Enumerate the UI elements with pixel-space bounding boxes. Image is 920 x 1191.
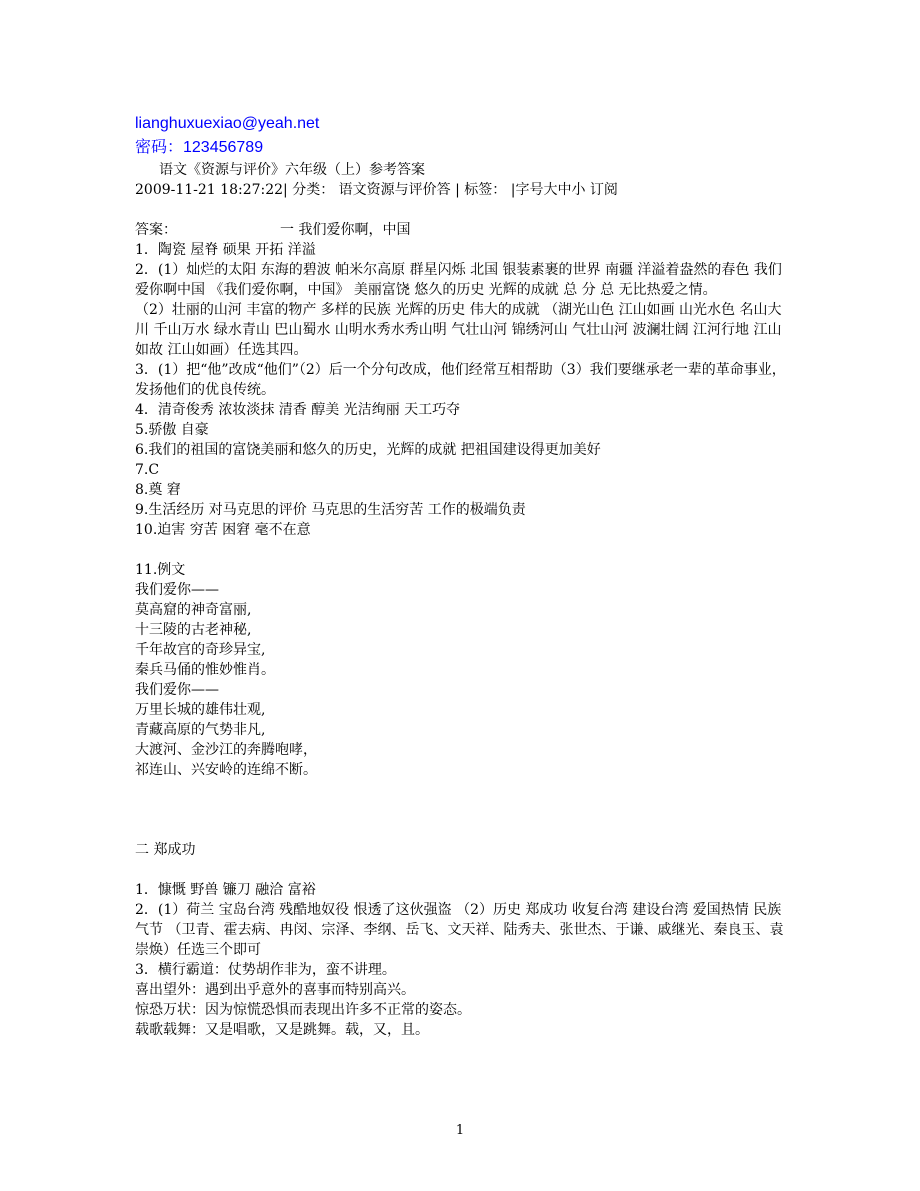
list-item: 6.我们的祖国的富饶美丽和悠久的历史，光辉的成就 把祖国建设得更加美好 (135, 442, 601, 458)
list-item: 8.奠 窘 (135, 482, 181, 498)
email-link[interactable]: lianghuxuexiao@yeah.net (135, 115, 320, 132)
document-title: 语文《资源与评价》六年级（上）参考答案 (159, 162, 425, 178)
post-meta: 2009-11-21 18:27:22| 分类： 语文资源与评价答 | 标签： |字号大中小 订阅 (135, 182, 618, 198)
list-item: 4．清奇俊秀 浓妆淡抹 清香 醇美 光洁绚丽 天工巧夺 (135, 402, 461, 418)
list-item: 3．(1）把“他”改成“他们”（2）后一个分句改成，他们经常互相帮助（3）我们要继承老一辈的革命事业，发扬他们的优良传统。 (135, 362, 786, 398)
section-1-title-row (135, 220, 790, 240)
answer-label: 答案： (135, 222, 177, 238)
list-item: 2．(1）荷兰 宝岛台湾 残酷地奴役 恨透了这伙强盗 （2）历史 郑成功 收复台湾 建设台湾 爱国热情 民族气节 （卫青、霍去病、冉闵、宗泽、李纲、岳飞、文天祥、陆秀夫、张世杰、于谦、戚继光、秦良玉、袁崇焕）任选三个即可 (135, 902, 784, 958)
section-1-heading: 一 我们爱你啊，中国 (280, 222, 411, 238)
list-item: （2）壮丽的山河 丰富的物产 多样的民族 光辉的历史 伟大的成就 （湖光山色 江山如画 山光水色 名山大川 千山万水 绿水青山 巴山蜀水 山明水秀水秀山明 气壮山河 锦绣河山 气壮山河 波澜壮阔 江河行地 江山如故 江山如画）任选其四。 (135, 302, 782, 358)
poem-line: 千年故宫的奇珍异宝, (135, 642, 266, 658)
list-item: 9.生活经历 对马克思的评价 马克思的生活穷苦 工作的极端负责 (135, 502, 526, 518)
list-item: 1．陶瓷 屋脊 硕果 开拓 洋溢 (135, 242, 316, 258)
list-item: 2．(1）灿烂的太阳 东海的碧波 帕米尔高原 群星闪烁 北国 银装素裹的世界 南疆 洋溢着盎然的春色 我们爱你啊中国 《我们爱你啊，中国》 美丽富饶 悠久的历史 光辉的成就 总 分 总 无比热爱之情。 (135, 262, 782, 298)
example-label: 11.例文 (135, 562, 186, 578)
poem-line: 我们爱你—— (135, 582, 219, 598)
poem-line: 祁连山、兴安岭的连绵不断。 (135, 762, 317, 778)
list-item: 5.骄傲 自豪 (135, 422, 209, 438)
section-2-heading: 二 郑成功 (135, 842, 196, 858)
poem-line: 莫高窟的神奇富丽, (135, 602, 252, 618)
page-number: 1 (455, 1123, 465, 1138)
document-content (135, 112, 790, 1040)
poem-line: 十三陵的古老神秘, (135, 622, 252, 638)
spacer (135, 860, 790, 880)
spacer (135, 540, 790, 560)
poem-line: 万里长城的雄伟壮观, (135, 702, 266, 718)
list-item: 7.C (135, 462, 160, 478)
password-line: 密码：123456789 (135, 139, 264, 156)
list-item: 10.迫害 穷苦 困窘 毫不在意 (135, 522, 311, 538)
poem-line: 秦兵马俑的惟妙惟肖。 (135, 662, 275, 678)
list-item: 惊恐万状：因为惊慌恐惧而表现出许多不正常的姿态。 (135, 1002, 471, 1018)
list-item: 3．横行霸道：仗势胡作非为，蛮不讲理。 (135, 962, 396, 978)
list-item: 载歌载舞：又是唱歌，又是跳舞。载，又，且。 (135, 1022, 429, 1038)
list-item: 喜出望外：遇到出乎意外的喜事而特别高兴。 (135, 982, 415, 998)
list-item: 1．慷慨 野兽 镰刀 融洽 富裕 (135, 882, 316, 898)
poem-line: 我们爱你—— (135, 682, 219, 698)
spacer (135, 200, 790, 220)
spacer (135, 780, 790, 840)
poem-line: 青藏高原的气势非凡, (135, 722, 266, 738)
poem-line: 大渡河、金沙江的奔腾咆哮， (135, 742, 317, 758)
